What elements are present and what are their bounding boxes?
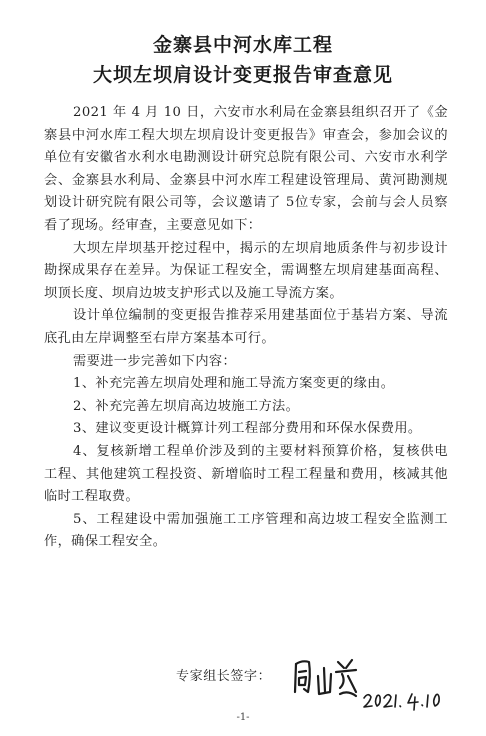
paragraph-finding: 大坝左岸坝基开挖过程中，揭示的左坝肩地质条件与初步设计勘探成果存在差异。为保证工程安全，需调整左坝肩建基面高程、坝顶长度、坝肩边坡支护形式以及施工导流方案。 [44,240,448,301]
document-title-line1: 金寨县中河水库工程 [152,34,333,56]
signature-label: 专家组长签字： [176,669,272,684]
handwritten-signature [290,654,360,700]
paragraph-improvements-heading: 需要进一步完善如下内容： [73,353,237,369]
paragraph-intro: 2021 年 4 月 10 日，六安市水利局在金寨县组织召开了《金寨县中河水库工程大坝左坝肩设计变更报告》审查会，参加会议的单位有安徽省水利水电勘测设计研究总院有限公司、六安市水利学会、金寨县水利局、金寨县中河水库工程建设管理局、黄河勘测规划设计研究院有限公司等，会议邀请了 5位专家，会前与会人员察看了现场。经审查，主要意见如下： [44,105,448,233]
paragraph-item-4: 4、复核新增工程单价涉及到的主要材料预算价格，复核供电工程、其他建筑工程投资、新增临时工程工程量和费用，核减其他临时工程取费。 [44,443,448,505]
paragraph-item-1: 1、补充完善左坝肩处理和施工导流方案变更的缘由。 [73,376,395,392]
paragraph-item-2: 2、补充完善左坝肩高边坡施工方法。 [73,398,300,414]
paragraph-conclusion: 设计单位编制的变更报告推荐采用建基面位于基岩方案、导流底孔由左岸调整至右岸方案基本可行。 [44,308,448,346]
page-number: -1- [236,712,250,723]
paragraph-item-3: 3、建议变更设计概算计列工程部分费用和环保水保费用。 [73,421,422,437]
document-body [44,102,448,554]
handwritten-date [362,690,446,712]
paragraph-item-5: 5、工程建设中需加强施工工序管理和高边坡工程安全监测工作，确保工程安全。 [44,511,448,550]
document-title-line2: 大坝左坝肩设计变更报告审查意见 [92,64,393,86]
